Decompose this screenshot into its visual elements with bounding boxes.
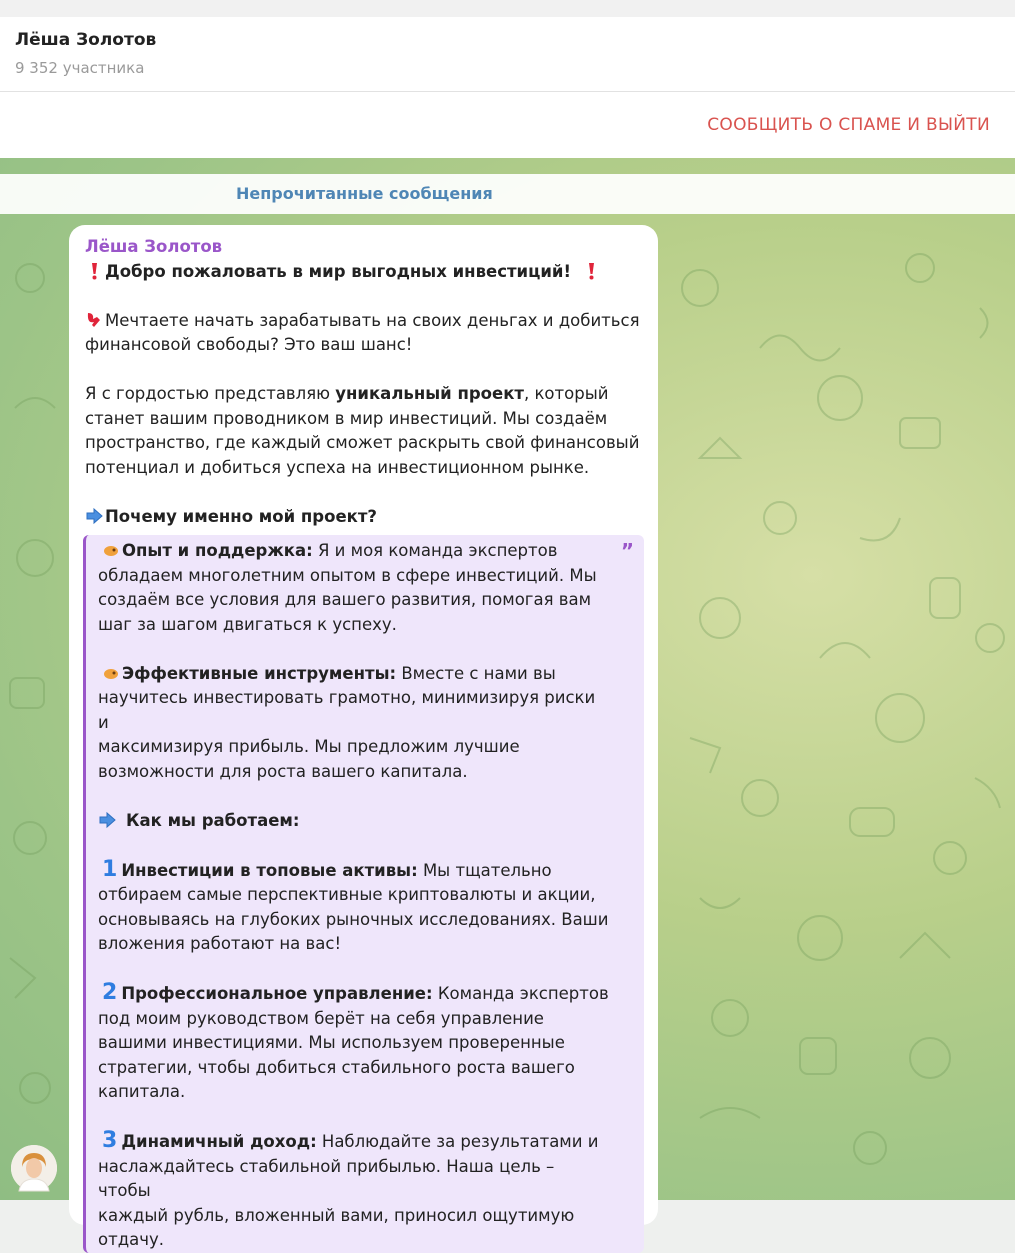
headline-text: Добро пожаловать в мир выгодных инвестиций! xyxy=(105,261,571,281)
member-count: 9 352 участника xyxy=(15,59,145,77)
red-exclamation-icon xyxy=(582,262,600,280)
project-paragraph: Я с гордостью представляю уникальный проект, который станет вашим проводником в мир инвестиций. Мы создаём пространство, где каждый сможет раскрыть свой финансовый потенциал и добиться успеха на инвестиционном рынке. xyxy=(85,384,640,477)
quote-item-experience: Опыт и поддержка: Я и моя команда экспертов обладаем многолетним опытом в сфере инвестиций. Мы создаём все условия для вашего развития, помогая вам шаг за шагом двигаться к успеху. xyxy=(98,541,597,634)
blue-keycap-icon: 3 xyxy=(102,1128,118,1153)
why-heading: Почему именно мой проект? xyxy=(85,505,642,530)
blue-arrow-right-icon xyxy=(85,507,103,525)
unread-messages-divider xyxy=(0,174,1015,214)
orange-bullet-icon xyxy=(102,541,120,559)
message-bubble[interactable] xyxy=(69,225,658,1249)
quote-block xyxy=(83,535,644,1253)
avatar-portrait-icon xyxy=(11,1145,57,1191)
red-exclamation-icon xyxy=(85,262,103,280)
intro-paragraph: Мечтаете начать зарабатывать на своих деньгах и добиться финансовой свободы? Это ваш шанс! xyxy=(85,310,640,354)
chat-wallpaper xyxy=(0,158,1015,1249)
step-3: 3 Динамичный доход: Наблюдайте за результатами и наслаждайтесь стабильной прибылью. Наша цель – чтобы каждый рубль, вложенный вами, приносил ощутимую отдачу. xyxy=(98,1128,599,1249)
report-spam-button[interactable]: СООБЩИТЬ О СПАМЕ И ВЫЙТИ xyxy=(707,115,990,135)
unread-messages-label: Непрочитанные сообщения xyxy=(236,184,493,203)
quote-mark-icon: ” xyxy=(620,539,634,563)
spam-bar xyxy=(0,92,1015,158)
sender-avatar[interactable] xyxy=(11,1145,57,1191)
chat-header[interactable] xyxy=(0,17,1015,92)
step-2: 2 Профессиональное управление: Команда экспертов под моим руководством берёт на себя управление вашими инвестициями. Мы используем проверенные стратегии, чтобы добиться стабильного роста вашего капитала. xyxy=(98,980,609,1101)
orange-bullet-icon xyxy=(102,664,120,682)
blue-arrow-right-icon xyxy=(98,811,116,829)
red-heart-icon xyxy=(85,311,103,329)
message-sender[interactable]: Лёша Золотов xyxy=(85,237,223,256)
quote-item-tools: Эффективные инструменты: Вместе с нами вы научитесь инвестировать грамотно, минимизируя риски и максимизируя прибыль. Мы предложим лучшие возможности для роста вашего капитала. xyxy=(98,663,596,781)
window-top-strip xyxy=(0,0,1015,17)
message-headline xyxy=(85,260,642,285)
blue-keycap-icon: 2 xyxy=(102,980,118,1005)
how-heading: Как мы работаем: xyxy=(98,809,610,834)
step-1: 1 Инвестиции в топовые активы: Мы тщательно отбираем самые перспективные криптовалюты и акции, основываясь на глубоких рыночных исследованиях. Ваши вложения работают на вас! xyxy=(98,856,609,953)
blue-keycap-icon: 1 xyxy=(102,856,118,882)
chat-title[interactable]: Лёша Золотов xyxy=(15,30,157,50)
